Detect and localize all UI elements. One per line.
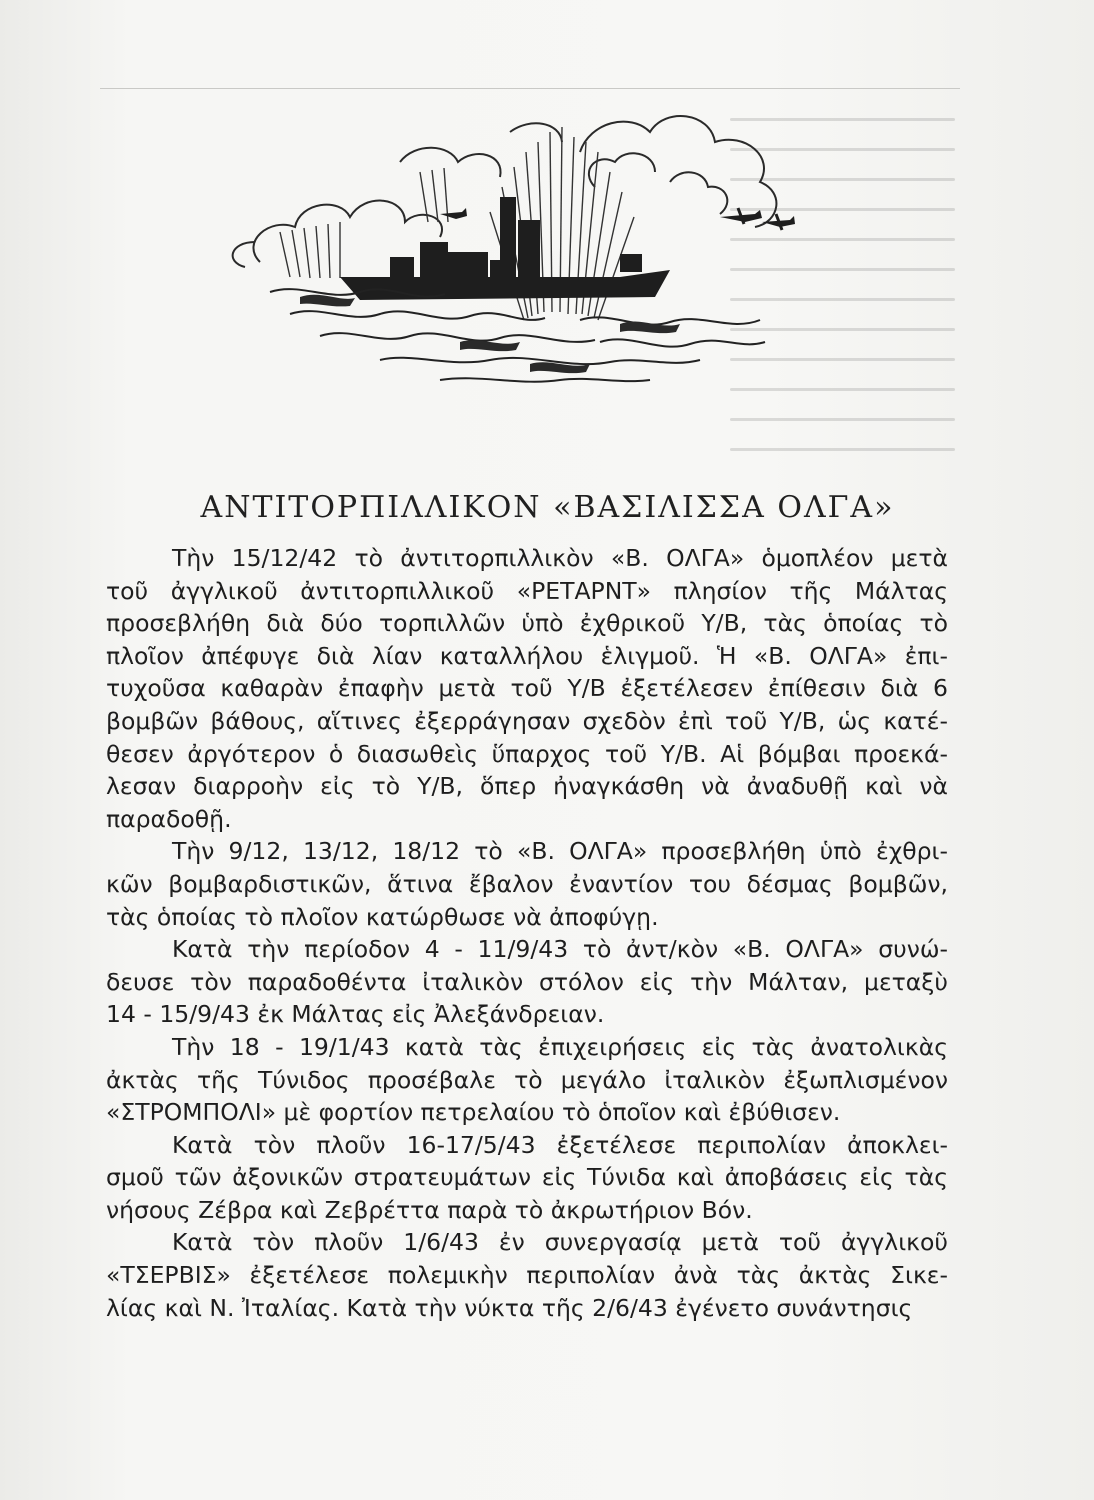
text-line: λίας καὶ Ν. Ἰταλίας. Κατὰ τὴν νύκτα τῆς 2/6/43 ἐγένετο συνάντησις xyxy=(106,1293,913,1322)
paragraph xyxy=(106,1031,948,1129)
paragraph xyxy=(106,933,948,1031)
text-line: «ΤΣΕΡΒΙΣ» ἐξετέλεσε πολεμικὴν περιπολίαν ἀνὰ τὰς ἀκτὰς Σικε- xyxy=(106,1261,948,1290)
text-line: 14 - 15/9/43 ἐκ Μάλτας εἰς Ἀλεξάνδρειαν. xyxy=(106,1000,605,1029)
text-line: Κατὰ τὴν περίοδον 4 - 11/9/43 τὸ ἀντ/κὸν «Β. ΟΛΓΑ» συνώ- xyxy=(172,935,948,964)
text-line: Κατὰ τὸν πλοῦν 1/6/43 ἐν συνεργασίᾳ μετὰ τοῦ ἀγγλικοῦ xyxy=(172,1228,948,1257)
text-line: πλοῖον ἀπέφυγε διὰ λίαν καταλλήλου ἑλιγμοῦ. Ἡ «Β. ΟΛΓΑ» ἐπι- xyxy=(106,641,948,670)
text-line: κῶν βομβαρδιστικῶν, ἅτινα ἔβαλον ἐναντίον του δέσμας βομβῶν, xyxy=(106,869,948,898)
text-line: τὰς ὁποίας τὸ πλοῖον κατώρθωσε νὰ ἀποφύγῃ. xyxy=(106,902,659,931)
paragraph xyxy=(106,542,948,835)
text-line: δευσε τὸν παραδοθέντα ἰταλικὸν στόλον εἰς τὴν Μάλταν, μεταξὺ xyxy=(106,967,948,996)
text-line: παραδοθῇ. xyxy=(106,804,232,833)
text-line: Τὴν 15/12/42 τὸ ἀντιτορπιλλικὸν «Β. ΟΛΓΑ» ὁμοπλέον μετὰ xyxy=(172,544,948,572)
text-line: προσεβλήθη διὰ δύο τορπιλλῶν ὑπὸ ἐχθρικοῦ Υ/Β, τὰς ὁποίας τὸ xyxy=(106,609,948,638)
text-line: Κατὰ τὸν πλοῦν 16-17/5/43 ἐξετέλεσε περιπολίαν ἀποκλει- xyxy=(172,1130,948,1159)
paragraph xyxy=(106,835,948,933)
text-line: Τὴν 9/12, 13/12, 18/12 τὸ «Β. ΟΛΓΑ» προσεβλήθη ὑπὸ ἐχθρι- xyxy=(172,837,948,866)
section-title: ΑΝΤΙΤΟΡΠΙΛΛΙΚΟΝ «ΒΑΣΙΛΙΣΣΑ ΟΛΓΑ» xyxy=(200,490,895,526)
text-line: «ΣΤΡΟΜΠΟΛΙ» μὲ φορτίον πετρελαίου τὸ ὁποῖον καὶ ἐβύθισεν. xyxy=(106,1098,841,1127)
article-body xyxy=(106,542,948,1324)
text-line: ἀκτὰς τῆς Τύνιδος προσέβαλε τὸ μεγάλο ἰταλικὸν ἐξωπλισμένον xyxy=(106,1065,948,1094)
paragraph xyxy=(106,1226,948,1324)
text-line: σμοῦ τῶν ἀξονικῶν στρατευμάτων εἰς Τύνιδα καὶ ἀποβάσεις εἰς τὰς xyxy=(106,1163,948,1192)
text-line: Τὴν 18 - 19/1/43 κατὰ τὰς ἐπιχειρήσεις εἰς τὰς ἀνατολικὰς xyxy=(172,1032,948,1061)
text-line: τυχοῦσα καθαρὰν ἐπαφὴν μετὰ τοῦ Υ/Β ἐξετέλεσεν ἐπίθεσιν διὰ 6 xyxy=(106,674,948,703)
text-line: νήσους Ζέβρα καὶ Ζεβρέττα παρὰ τὸ ἀκρωτήριον Βόν. xyxy=(106,1195,753,1224)
destroyer-ship-silhouette xyxy=(340,197,670,300)
text-line: θεσεν ἀργότερον ὁ διασωθεὶς ὕπαρχος τοῦ Υ/Β. Αἱ βόμβαι προεκά- xyxy=(106,739,948,768)
text-line: λεσαν διαρροὴν εἰς τὸ Υ/Β, ὅπερ ἠναγκάσθη νὰ ἀναδυθῇ καὶ νὰ xyxy=(106,772,948,801)
naval-battle-illustration xyxy=(200,92,810,392)
text-line: βομβῶν βάθους, αἵτινες ἐξερράγησαν σχεδὸν ἐπὶ τοῦ Υ/Β, ὡς κατέ- xyxy=(106,706,948,735)
running-head-bleedthrough xyxy=(100,64,960,89)
text-line: τοῦ ἀγγλικοῦ ἀντιτορπιλλικοῦ «ΡΕΤΑΡΝΤ» πλησίον τῆς Μάλτας xyxy=(106,576,948,605)
paragraph xyxy=(106,1129,948,1227)
